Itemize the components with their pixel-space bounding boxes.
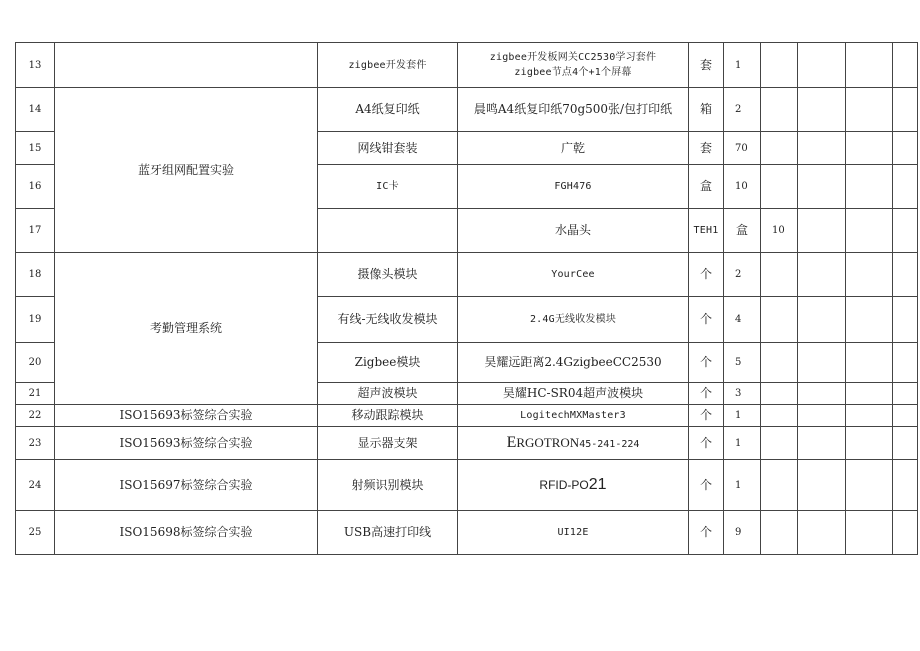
empty-cell <box>893 253 918 297</box>
project-cell: 考勤管理系统 <box>55 253 318 405</box>
empty-cell <box>893 209 918 253</box>
empty-cell <box>798 88 846 132</box>
empty-cell <box>893 383 918 405</box>
empty-cell <box>846 209 893 253</box>
empty-cell <box>846 297 893 343</box>
row-number: 19 <box>16 297 55 343</box>
item-name: 水晶头 <box>458 209 689 253</box>
table-row <box>16 43 918 88</box>
empty-cell <box>798 427 846 460</box>
empty-cell <box>798 43 846 88</box>
empty-cell <box>846 43 893 88</box>
empty-cell <box>761 253 798 297</box>
project-cell: ISO15693标签综合实验 <box>55 405 318 427</box>
item-name: 摄像头模块 <box>318 253 458 297</box>
empty-cell <box>798 460 846 511</box>
item-name: 射频识别模块 <box>318 460 458 511</box>
item-name: A4纸复印纸 <box>318 88 458 132</box>
empty-cell <box>761 165 798 209</box>
item-spec: FGH476 <box>458 165 689 209</box>
project-cell: 蓝牙组网配置实验 <box>55 88 318 253</box>
item-name: USB高速打印线 <box>318 511 458 555</box>
item-name: 显示器支架 <box>318 427 458 460</box>
item-unit: 个 <box>689 427 724 460</box>
materials-table <box>15 42 918 555</box>
spec-rfid-suffix: 21 <box>588 476 607 493</box>
item-spec <box>458 460 689 511</box>
row-number: 25 <box>16 511 55 555</box>
spec-brand-rest: RGOTRON <box>516 434 580 450</box>
row-number: 17 <box>16 209 55 253</box>
item-spec <box>458 427 689 460</box>
empty-cell <box>798 383 846 405</box>
empty-cell <box>761 427 798 460</box>
item-unit: 盒 <box>724 209 761 253</box>
item-unit: 盒 <box>689 165 724 209</box>
empty-cell <box>761 460 798 511</box>
project-cell: ISO15698标签综合实验 <box>55 511 318 555</box>
item-unit: 箱 <box>689 88 724 132</box>
item-unit: 个 <box>689 253 724 297</box>
item-qty: 9 <box>724 511 761 555</box>
item-spec: 昊耀远距离2.4GzigbeeCC2530 <box>458 343 689 383</box>
row-number: 13 <box>16 43 55 88</box>
empty-cell <box>798 297 846 343</box>
empty-cell <box>893 43 918 88</box>
empty-cell <box>798 165 846 209</box>
item-unit: 套 <box>689 43 724 88</box>
empty-cell <box>846 88 893 132</box>
table-row <box>16 88 918 132</box>
item-name: IC卡 <box>318 165 458 209</box>
empty-cell <box>846 343 893 383</box>
item-spec: 昊耀HC-SR04超声波模块 <box>458 383 689 405</box>
empty-cell <box>846 253 893 297</box>
empty-cell <box>846 460 893 511</box>
item-unit: 套 <box>689 132 724 165</box>
empty-cell <box>761 297 798 343</box>
item-qty: 2 <box>724 88 761 132</box>
empty-cell <box>893 132 918 165</box>
row-number: 16 <box>16 165 55 209</box>
item-qty: 1 <box>724 405 761 427</box>
project-cell: ISO15693标签综合实验 <box>55 427 318 460</box>
empty-cell <box>761 88 798 132</box>
empty-cell <box>761 132 798 165</box>
item-unit: 个 <box>689 460 724 511</box>
row-number: 15 <box>16 132 55 165</box>
item-spec: 广乾 <box>458 132 689 165</box>
item-spec: 2.4G无线收发模块 <box>458 297 689 343</box>
empty-cell <box>761 405 798 427</box>
spec-rfid-prefix: RFID-PO <box>539 478 589 492</box>
empty-cell <box>798 253 846 297</box>
empty-cell <box>798 209 846 253</box>
spec-line: zigbee开发板网关CC2530学习套件 <box>489 52 657 63</box>
item-qty: 70 <box>724 132 761 165</box>
row-number: 24 <box>16 460 55 511</box>
item-unit: 个 <box>689 297 724 343</box>
item-unit: 个 <box>689 343 724 383</box>
empty-cell <box>893 511 918 555</box>
spec-brand <box>507 435 580 450</box>
empty-cell <box>893 297 918 343</box>
empty-cell <box>846 383 893 405</box>
item-spec: UI12E <box>458 511 689 555</box>
item-name: Zigbee模块 <box>318 343 458 383</box>
item-qty: 1 <box>724 460 761 511</box>
item-name: 超声波模块 <box>318 383 458 405</box>
table-row <box>16 427 918 460</box>
row-number: 23 <box>16 427 55 460</box>
table-row <box>16 511 918 555</box>
row-number: 14 <box>16 88 55 132</box>
item-name: zigbee开发套件 <box>318 43 458 88</box>
spec-model: 45-241-224 <box>579 438 640 450</box>
item-spec: 晨鸣A4纸复印纸70g500张/包打印纸 <box>458 88 689 132</box>
project-cell: ISO15697标签综合实验 <box>55 460 318 511</box>
item-qty: 2 <box>724 253 761 297</box>
row-number: 21 <box>16 383 55 405</box>
empty-cell <box>798 405 846 427</box>
spec-brand-initial: E <box>506 433 517 451</box>
empty-cell <box>761 383 798 405</box>
item-spec: LogitechMXMaster3 <box>458 405 689 427</box>
item-unit: 个 <box>689 383 724 405</box>
row-number: 22 <box>16 405 55 427</box>
empty-cell <box>893 460 918 511</box>
empty-cell <box>893 165 918 209</box>
item-unit: 个 <box>689 405 724 427</box>
empty-cell <box>893 427 918 460</box>
row-number: 20 <box>16 343 55 383</box>
empty-cell <box>761 343 798 383</box>
item-qty: 5 <box>724 343 761 383</box>
item-qty: 1 <box>724 43 761 88</box>
item-spec <box>458 43 689 88</box>
item-qty: 10 <box>761 209 798 253</box>
empty-cell <box>761 43 798 88</box>
row-number: 18 <box>16 253 55 297</box>
item-name: 网线钳套装 <box>318 132 458 165</box>
item-name: 有线-无线收发模块 <box>318 297 458 343</box>
empty-cell <box>893 343 918 383</box>
item-qty: 3 <box>724 383 761 405</box>
spec-rfid <box>539 478 606 492</box>
item-spec: TEH1 <box>689 209 724 253</box>
item-name: 移动跟踪模块 <box>318 405 458 427</box>
item-qty: 4 <box>724 297 761 343</box>
spec-line: zigbee节点4个+1个屏幕 <box>514 67 632 78</box>
item-spec: YourCee <box>458 253 689 297</box>
empty-cell <box>798 511 846 555</box>
item-qty: 1 <box>724 427 761 460</box>
item-unit: 个 <box>689 511 724 555</box>
empty-cell <box>846 405 893 427</box>
table-row <box>16 405 918 427</box>
empty-cell <box>893 88 918 132</box>
empty-cell <box>846 427 893 460</box>
item-qty: 10 <box>724 165 761 209</box>
project-cell <box>55 43 318 88</box>
empty-cell <box>798 343 846 383</box>
table-row <box>16 460 918 511</box>
empty-cell <box>761 511 798 555</box>
empty-cell <box>846 511 893 555</box>
table-row <box>16 253 918 297</box>
empty-cell <box>846 132 893 165</box>
project-cell <box>318 209 458 253</box>
empty-cell <box>798 132 846 165</box>
empty-cell <box>846 165 893 209</box>
empty-cell <box>893 405 918 427</box>
